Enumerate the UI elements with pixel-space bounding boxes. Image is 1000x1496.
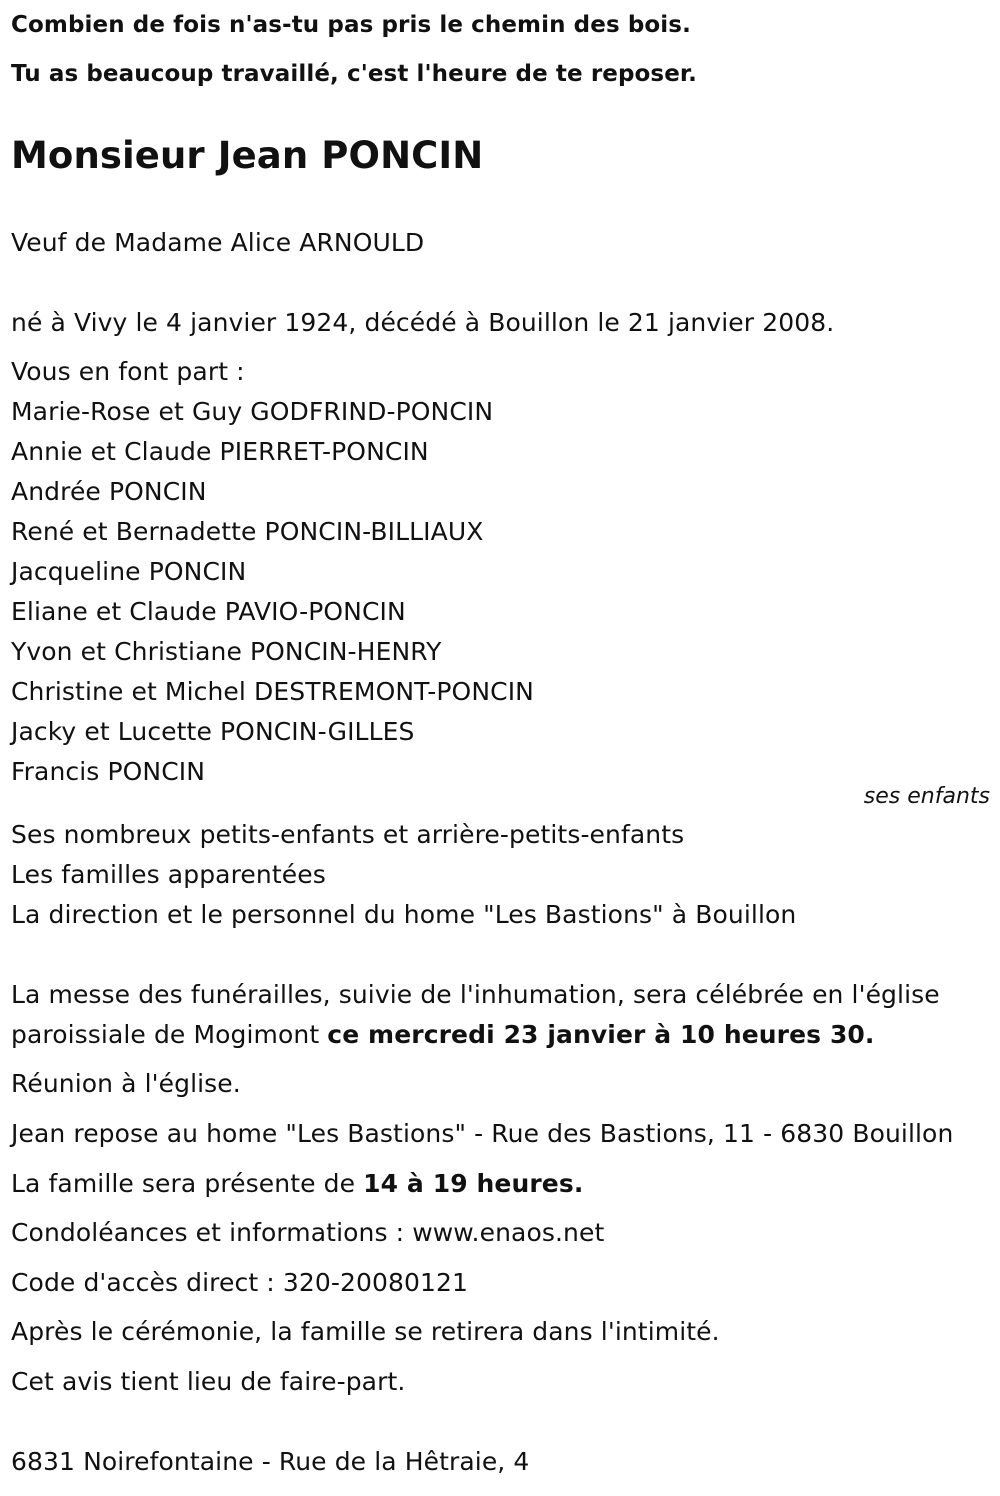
mass-location: paroissiale de Mogimont bbox=[11, 1020, 328, 1049]
after-ceremony-line: Après le cérémonie, la famille se retirera dans l'intimité. bbox=[11, 1317, 720, 1346]
condolences-line: Condoléances et informations : www.enaos.net bbox=[11, 1218, 605, 1247]
child-item: Eliane et Claude PAVIO-PONCIN bbox=[11, 597, 406, 626]
child-item: Francis PONCIN bbox=[11, 757, 206, 786]
birth-death-line: né à Vivy le 4 janvier 1924, décédé à Bouillon le 21 janvier 2008. bbox=[11, 308, 835, 337]
rest-line: Jean repose au home "Les Bastions" - Rue des Bastions, 11 - 6830 Bouillon bbox=[11, 1119, 954, 1148]
child-item: Jacqueline PONCIN bbox=[11, 557, 247, 586]
family-presence-hours: 14 à 19 heures. bbox=[363, 1169, 584, 1198]
child-item: Yvon et Christiane PONCIN-HENRY bbox=[11, 637, 442, 666]
address-line: 6831 Noirefontaine - Rue de la Hêtraie, 4 bbox=[11, 1447, 530, 1476]
child-item: Christine et Michel DESTREMONT-PONCIN bbox=[11, 677, 534, 706]
mass-line-2 bbox=[11, 1020, 875, 1050]
child-item: Annie et Claude PIERRET-PONCIN bbox=[11, 437, 429, 466]
child-item: René et Bernadette PONCIN-BILLIAUX bbox=[11, 517, 484, 546]
family-presence-text: La famille sera présente de bbox=[11, 1169, 364, 1198]
notice-line: Cet avis tient lieu de faire-part. bbox=[11, 1367, 406, 1396]
epigraph-line-2: Tu as beaucoup travaillé, c'est l'heure de te reposer. bbox=[11, 61, 697, 87]
child-item: Marie-Rose et Guy GODFRIND-PONCIN bbox=[11, 397, 494, 426]
mass-line-1: La messe des funérailles, suivie de l'inhumation, sera célébrée en l'église bbox=[11, 980, 940, 1009]
child-item: Jacky et Lucette PONCIN-GILLES bbox=[11, 717, 415, 746]
announcers-intro: Vous en font part : bbox=[11, 357, 245, 386]
child-item: Andrée PONCIN bbox=[11, 477, 207, 506]
access-code-line: Code d'accès direct : 320-20080121 bbox=[11, 1268, 469, 1297]
mass-datetime: ce mercredi 23 janvier à 10 heures 30. bbox=[327, 1020, 875, 1049]
widower-line: Veuf de Madame Alice ARNOULD bbox=[11, 228, 425, 257]
other-announcer: La direction et le personnel du home "Les Bastions" à Bouillon bbox=[11, 900, 797, 929]
children-label: ses enfants bbox=[863, 784, 990, 809]
other-announcer: Les familles apparentées bbox=[11, 860, 326, 889]
epigraph-line-1: Combien de fois n'as-tu pas pris le chemin des bois. bbox=[11, 12, 691, 38]
family-presence-line bbox=[11, 1169, 583, 1199]
meeting-line: Réunion à l'église. bbox=[11, 1069, 241, 1098]
other-announcer: Ses nombreux petits-enfants et arrière-petits-enfants bbox=[11, 820, 685, 849]
deceased-name: Monsieur Jean PONCIN bbox=[11, 134, 484, 177]
